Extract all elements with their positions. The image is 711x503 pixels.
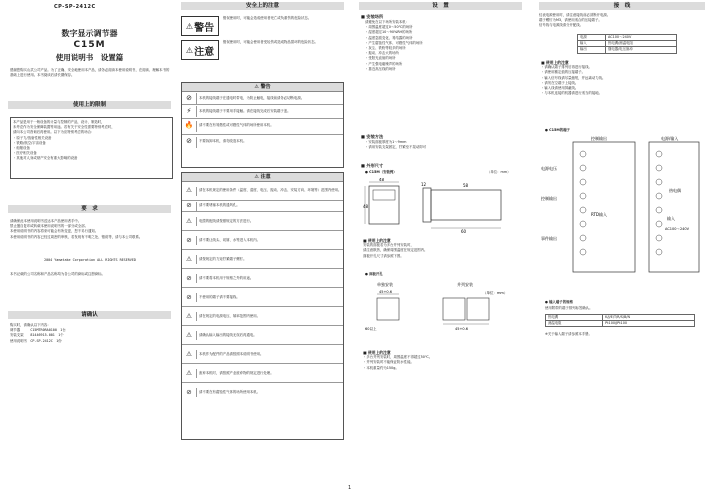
panel-dim: 45+0.6	[455, 327, 468, 331]
no-disassemble-icon: ⊘	[182, 137, 197, 148]
wiring-heading: 接 线	[539, 2, 705, 10]
front-view	[369, 186, 399, 224]
terminal-title: ● C15M的端子	[545, 128, 570, 132]
input-sub: 使用附带的端子排列标签确认。	[545, 306, 593, 310]
terminal-label: AC100～240V	[665, 227, 690, 231]
terminal-label: 事件输出	[541, 236, 557, 241]
confirm-heading: 请确认	[8, 311, 171, 319]
wiring-note	[541, 60, 703, 96]
electric-shock-icon: ⚡	[182, 106, 197, 117]
terminal-label: RTD输入	[591, 212, 608, 217]
table-row: 测温电阻 Pt100/JPt100	[546, 321, 695, 327]
safety-heading: 安全上的注意	[181, 2, 344, 10]
dim-label: 48	[379, 178, 385, 182]
terminal-screw	[580, 207, 586, 213]
caution-label: 注意	[194, 46, 215, 58]
request-heading: 要 求	[8, 205, 171, 213]
wiring-table	[577, 34, 677, 54]
attn-line: ・多台并列安装时，周围温度不得超过50℃。	[363, 355, 433, 360]
dim-unit: （单位：mm）	[487, 170, 511, 174]
restriction-line: ・铁路/航空/宇宙设备	[13, 140, 46, 145]
warning-item: ⊘ 本机的接线端子在通电时带电，为防止触电，接线前请务必切断电源。	[182, 92, 343, 105]
front-display	[373, 190, 395, 200]
panel-attn-title: 使用上的注意	[367, 350, 391, 355]
info-icon: ■	[363, 238, 368, 243]
mount-list	[365, 140, 521, 150]
install-line: 请避免在以下场所安装本机：	[365, 20, 410, 24]
install-title: ■ 安装场所	[361, 14, 383, 20]
warning-box	[181, 82, 344, 168]
prohibit-icon: ⊘	[182, 236, 197, 245]
install-line: ・振动、冲击大的场所	[365, 51, 399, 56]
note-line: ・请确认端子排列后再进行接线。	[541, 65, 592, 70]
terminal-label: 输入	[667, 216, 675, 221]
attention-icon: ⚠	[182, 369, 197, 378]
warning-label: 警告	[194, 22, 215, 34]
doc-number: CP-SP-2412C	[54, 4, 96, 10]
caution-item: ⚠ 请在规定的电源电压、频率范围内使用。	[182, 307, 343, 326]
dim-note-title: 使用上的注意	[367, 238, 391, 243]
column-wiring	[539, 0, 705, 503]
warning-box-icon: ⚠	[254, 84, 261, 90]
panel-single-label: 单独安装	[377, 282, 393, 287]
title-line1: 数字显示调节器	[61, 29, 118, 38]
note-line: 面板开孔尺寸请参照下图。	[363, 253, 404, 258]
install-line: ・湿度超过10～90%RH的场所	[365, 30, 413, 35]
terminal-label: 电源电压	[541, 166, 557, 171]
panel-dim: 60以上	[365, 327, 377, 331]
warning-triangle-icon: ⚠	[185, 21, 194, 31]
restriction-line: ・船舶设备	[13, 146, 30, 151]
terminal-label: 热电偶	[669, 188, 681, 193]
panel-cutout-drawing	[363, 280, 521, 346]
confirm-line: 使用说明书 CP-SP-2412C 1份	[10, 338, 62, 343]
terminal-label: 电源/输入	[661, 136, 679, 141]
panel-multi-label: 并列安装	[457, 282, 473, 287]
model-name: C15M	[73, 40, 106, 50]
caution-item: ⚠ 电缆的配线请按照规定的方法进行。	[182, 212, 343, 231]
caution-item: ⚠ 请确认输入输出的接线无误后再通电。	[182, 326, 343, 345]
wiring-intro	[539, 13, 705, 29]
terminal-screw	[656, 165, 662, 171]
column-setup	[359, 0, 522, 503]
info-icon: ■	[541, 60, 546, 65]
terminal-diagram	[539, 136, 705, 286]
note-line: ・与本机连接的机器请进行适当的接地。	[541, 91, 603, 96]
terminal-block	[649, 142, 699, 272]
caution-item: ⚠ 请在本机规定的使用条件（温度、湿度、电压、振动、冲击、安装方向、环境等）范围内使用。	[182, 182, 343, 201]
caution-item: ⚠ 请按规定的力矩拧紧端子螺钉。	[182, 250, 343, 269]
request-line: 本使用说明书的内容将来可能会有所变更，恕不另行通知。	[10, 229, 99, 234]
request-line: 禁止擅自复印或转载本使用说明书的一部分或全部。	[10, 224, 88, 229]
caution-item: ⊘ 请不要让线头、切屑、水等进入本机内。	[182, 231, 343, 250]
terminal-screw	[580, 151, 586, 157]
terminal-label: 控制输出	[591, 136, 607, 141]
restrictions-box	[10, 117, 173, 179]
install-line: ・产生强电磁噪声的场所	[365, 61, 403, 66]
footnote: ※关于输入端子请参照本手册。	[545, 332, 592, 336]
terminal-screw	[580, 193, 586, 199]
warning-desc: 错误使用时，可能会造成使用者死亡或负重伤的危险状态。	[223, 16, 312, 20]
fire-icon: 🔥	[182, 121, 197, 132]
install-list	[365, 20, 521, 72]
attention-icon: ⚠	[182, 331, 197, 340]
copyright: 2004 Yamatake Corporation ALL RIGHTS RESERVED	[44, 258, 136, 262]
multi-cutout	[443, 298, 465, 320]
intro-line: 信号线与电源线请分开配线。	[539, 23, 584, 28]
intro-line: 仪表电源使用时，请注意接线前必须断开电源。	[539, 13, 611, 17]
warning-box-title: 警告	[260, 84, 271, 90]
panel-attention	[363, 350, 519, 371]
prohibit-icon: ⊘	[182, 202, 197, 211]
note-line: 安装的面板若为多台并列安装时，	[363, 243, 414, 248]
attention-icon: ⚠	[182, 350, 197, 359]
terminal-screw	[580, 235, 586, 241]
caution-box-icon: ⚠	[254, 174, 261, 180]
dim-title: ■ 外形尺寸	[361, 163, 383, 169]
terminal-screw	[656, 235, 662, 241]
panel-unit: （单位：mm）	[483, 291, 508, 295]
mount-line: ・请用安装支架固定，拧紧至不晃动即可	[365, 145, 427, 150]
prohibit-icon: ⊘	[182, 293, 197, 302]
request-text	[10, 219, 170, 240]
wiring-note-title: 使用上的注意	[545, 60, 569, 65]
terminal-label: 控制输出	[541, 196, 557, 201]
caution-legend	[181, 40, 344, 64]
warning-item: 🔥 请不要在有易燃性或可燃性气体的场所使用本机。	[182, 119, 343, 135]
mount-line: ・安装面板厚度为1～9mm	[365, 140, 407, 144]
attention-icon: ⚠	[182, 255, 197, 264]
restriction-line: 本产品是用于一般设备的计量与控制的产品，设计、制造时，	[13, 120, 105, 124]
restriction-line: ・其他对人身或财产安全有重大影响的设备	[13, 156, 78, 161]
single-cutout	[377, 298, 399, 320]
note-line: ・请使用额定值的压接端子。	[541, 70, 586, 75]
caution-box-title: 注意	[260, 174, 271, 180]
restrictions-heading: 使用上的限制	[8, 101, 171, 109]
caution-box	[181, 172, 344, 440]
terminal-screw	[580, 165, 586, 171]
caution-item: ⚠ 本机作为配件的产品请按照本说明书使用。	[182, 345, 343, 364]
input-title: ● 输入端子的规格	[545, 300, 573, 304]
terminal-screw	[656, 179, 662, 185]
info-icon: ■	[363, 350, 368, 355]
warning-legend	[181, 16, 344, 40]
dim-label: 12	[421, 182, 427, 187]
terminal-screws	[580, 151, 662, 255]
install-line: ・灰尘、铁粉等较多的场所	[365, 46, 406, 51]
restriction-line: ・医疗相关设备	[13, 151, 37, 156]
table-row: 电源 AC100～240V	[578, 35, 677, 41]
dim-label: 60	[461, 229, 467, 234]
restriction-line: ・原子力/放射性相关设备	[13, 135, 52, 140]
mount-title: ■ 安装方法	[361, 134, 383, 140]
note-line: 请注意散热，确保周围温度在规定范围内。	[363, 248, 428, 253]
setup-heading: 设 置	[359, 2, 522, 10]
dim-subtitle: ● C15M（安装例）	[365, 170, 397, 174]
no-touch-icon: ⊘	[182, 93, 197, 104]
terminal-screw	[580, 221, 586, 227]
column-safety	[181, 0, 344, 503]
prohibit-icon: ⊘	[182, 388, 197, 397]
install-line: ・周围温度超过0～50℃的场所	[365, 25, 413, 30]
table-row: 热电偶 K/J/E/T/R/S/B/N	[546, 315, 695, 321]
terminal-screw	[580, 249, 586, 255]
restriction-line: 请向本公司咨询后再使用。以下为应特别考虑的场合：	[13, 130, 95, 135]
confirm-line: 调节器 C15MTR0RA0100 1台	[10, 328, 66, 333]
terminal-screw	[656, 221, 662, 227]
caution-item: ⊘ 请不要将本机用于规格之外的用途。	[182, 269, 343, 288]
terminal-screw	[656, 193, 662, 199]
prohibit-icon: ⊘	[182, 274, 197, 283]
terminal-screw	[580, 179, 586, 185]
attn-line: ・并列安装时不能保证防水性能。	[363, 360, 414, 365]
input-table	[545, 314, 695, 327]
confirm-line: 购买时，请确认以下内容：	[10, 323, 51, 327]
caution-item: ⊘ 请不要在有腐蚀性气体的场所使用本机。	[182, 383, 343, 401]
dim-label: 48	[363, 204, 369, 209]
caution-item: ⊘ 请不要堵塞本机的通风孔。	[182, 201, 343, 212]
attention-icon: ⚠	[182, 312, 197, 321]
install-line: ・产生腐蚀性气体、可燃性气体的场所	[365, 40, 423, 45]
page-number: 1	[348, 485, 352, 491]
install-line: ・受阳光直射的场所	[365, 56, 396, 61]
note-line: ・请勿在空端子上接线。	[541, 80, 579, 85]
panel-title: ● 面板开孔	[365, 272, 383, 276]
caution-item: ⚠ 废弃本机时，请按照产业废弃物的规定进行处理。	[182, 364, 343, 383]
trademark-note: 本书记载的公司名称和产品名称均为各公司的商标或注册商标。	[10, 272, 105, 276]
terminal-screw	[656, 207, 662, 213]
caution-desc: 错误使用时，可能会使用者受轻伤或造成物品损坏的危险状态。	[223, 40, 318, 44]
confirm-line: 安装支架 81446915-001 1个	[10, 333, 64, 338]
warning-item: ⊘ 不要拆卸本机，请勿改造本机。	[182, 135, 343, 150]
attention-icon: ⚠	[182, 217, 197, 226]
dim-note	[363, 238, 519, 259]
column-intro	[8, 0, 171, 503]
confirm-list	[10, 323, 170, 344]
dimension-drawing	[363, 178, 521, 234]
intro-text: 感谢您购买山武公司产品。为了正确、安全地使用本产品，请务必阅读本使用说明书，在阅读、理解本书的基础上进行使用。本书阅读后请长期保存。	[10, 68, 170, 78]
request-line: 请确保此本使用说明书送达本产品使用者手中。	[10, 219, 82, 223]
table-row: 输出 继电器/电压脉冲	[578, 47, 677, 53]
dim-label: 58	[463, 183, 469, 188]
caution-item: ⊘ 不使用的端子请不要接线。	[182, 288, 343, 307]
warning-item: ⚡ 本机的接线端子不要用手接触。请在接线完成后安装端子盖。	[182, 105, 343, 118]
manual-title: 使用说明书 设置篇	[55, 53, 124, 62]
note-line: ・输入信号线请尽量缩短，并远离动力线。	[541, 75, 606, 80]
request-line: 本使用说明书的内容已经过周密的审核，若发现有不明之处、错误等，请与本公司联系。	[10, 234, 143, 239]
terminal-screw	[656, 249, 662, 255]
panel-side	[423, 188, 431, 222]
attention-icon: ⚠	[182, 187, 197, 196]
terminal-screw	[656, 151, 662, 157]
attn-line: ・本机重量约为150g。	[363, 365, 399, 370]
multi-cutout	[467, 298, 489, 320]
table-row: 输入 热电偶/测温电阻	[578, 41, 677, 47]
side-view	[431, 190, 501, 220]
restriction-line: 未考虑作为安全保障装置等用途。若有关于安全性需要特别考虑时，	[13, 125, 115, 130]
caution-triangle-icon: ⚠	[185, 45, 194, 55]
install-line: ・靠近高压线的场所	[365, 66, 396, 71]
install-line: ・温度急剧变化、易结露的场所	[365, 35, 413, 40]
panel-dim: 45+0.6	[379, 290, 392, 294]
intro-line: 端子螺钉为M3，请使用适合的压接端子。	[539, 18, 602, 23]
note-line: ・输入线请使用屏蔽线。	[541, 86, 579, 91]
